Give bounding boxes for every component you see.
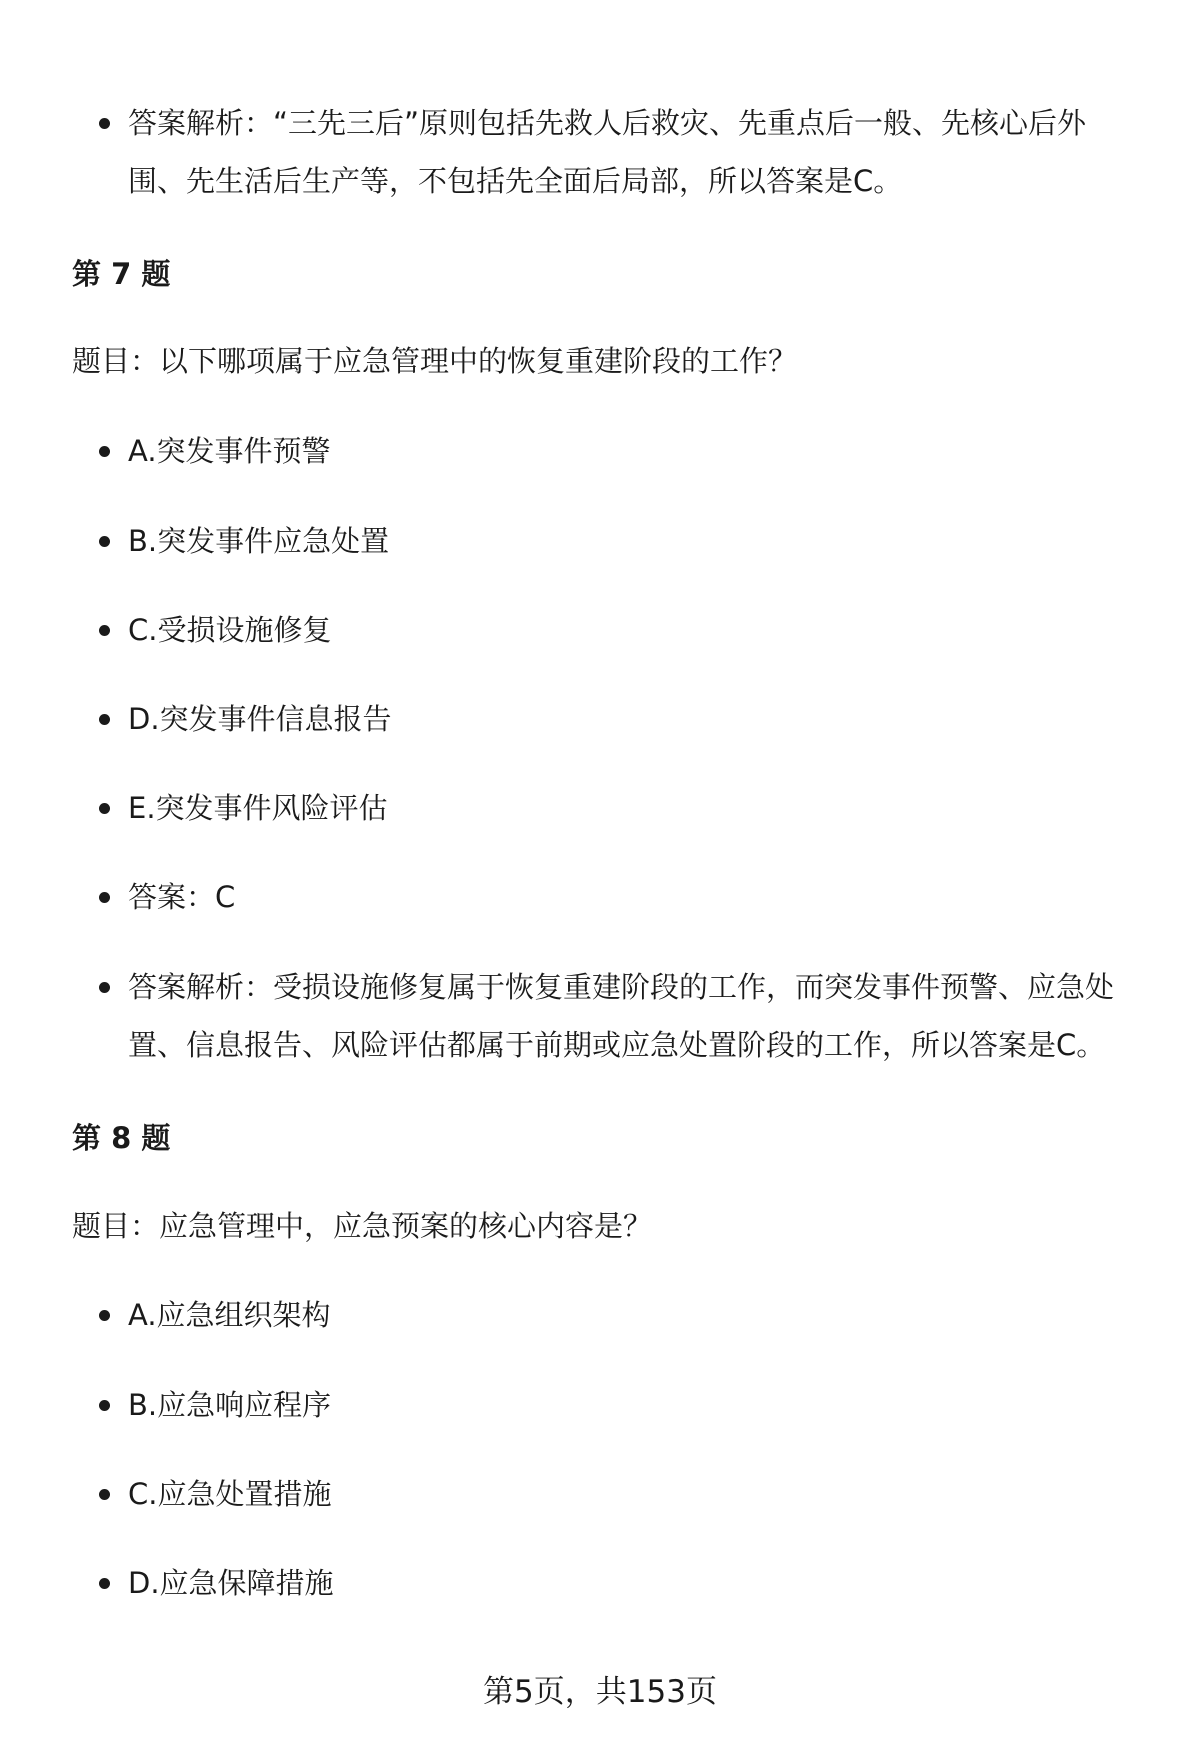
question-8-option-d: D.应急保障措施 xyxy=(128,1554,1138,1612)
question-7-option-e: E.突发事件风险评估 xyxy=(128,779,1138,837)
question-7-heading: 第 7 题 xyxy=(72,257,171,291)
question-7-stem: 题目：以下哪项属于应急管理中的恢复重建阶段的工作？ xyxy=(72,344,798,378)
question-7-option-c: C.受损设施修复 xyxy=(128,601,1138,659)
question-8-stem: 题目：应急管理中，应急预案的核心内容是？ xyxy=(72,1209,653,1243)
page-number-footer: 第5页，共153页 xyxy=(483,1674,717,1710)
question-7-answer: 答案：C xyxy=(128,868,1138,926)
question-7-analysis: 答案解析：受损设施修复属于恢复重建阶段的工作，而突发事件预警、应急处置、信息报告、风险评估都属于前期或应急处置阶段的工作，所以答案是C。 xyxy=(128,958,1138,1074)
question-8-heading: 第 8 题 xyxy=(72,1121,171,1155)
question-8-option-c: C.应急处置措施 xyxy=(128,1465,1138,1523)
question-7-option-d: D.突发事件信息报告 xyxy=(128,690,1138,748)
question-7-option-b: B.突发事件应急处置 xyxy=(128,512,1138,570)
question-8-option-b: B.应急响应程序 xyxy=(128,1376,1138,1434)
question-7-option-a: A.突发事件预警 xyxy=(128,422,1138,480)
question-8-option-a: A.应急组织架构 xyxy=(128,1286,1138,1344)
prev-answer-analysis: 答案解析：“三先三后”原则包括先救人后救灾、先重点后一般、先核心后外围、先生活后生产等，不包括先全面后局部，所以答案是C。 xyxy=(128,94,1138,210)
